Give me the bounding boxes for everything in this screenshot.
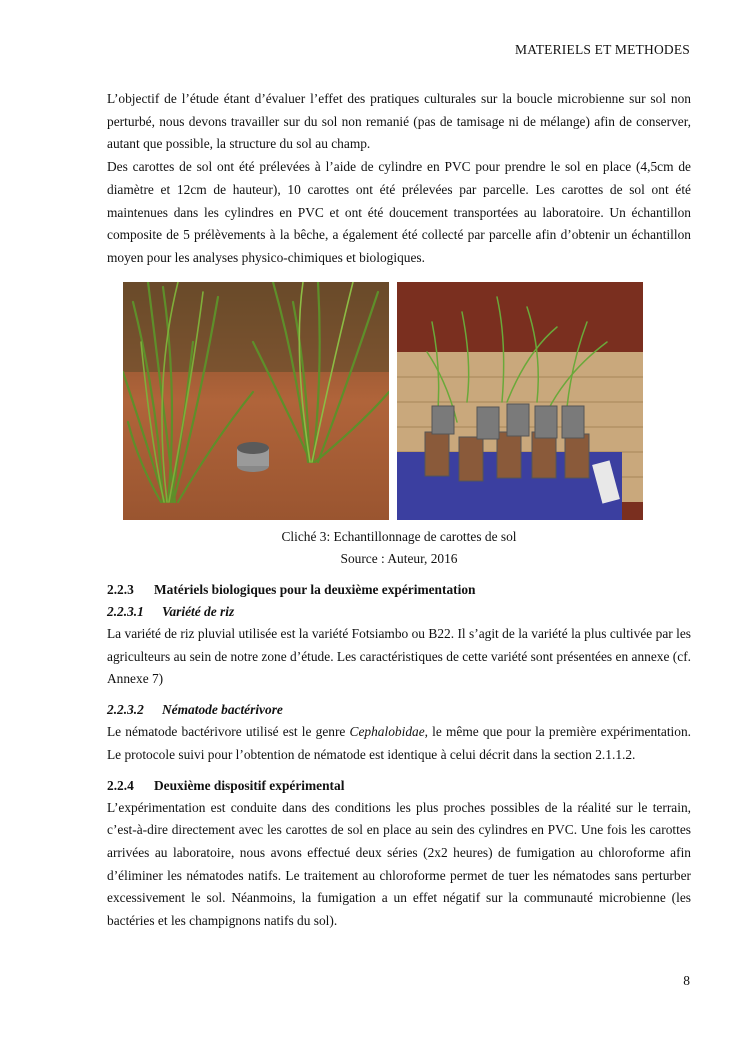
page-number: 8: [683, 973, 690, 988]
intro-paragraph-2: Des carottes de sol ont été prélevées à l’aide de cylindre en PVC pour prendre le sol en place (4,5cm de diamètre et 12cm de hauteur), 10 carottes ont été prélevées par parcelle. Les carottes de sol ont été maintenues dans les cylindres en PVC et ont été doucement transportées au laboratoire. Un échantillon composite de 5 prélèvements à la bêche, a également été collecté par parcelle afin d’obtenir un échantillon moyen pour les analyses physico-chimiques et biologiques.: [107, 159, 691, 265]
subsection-title: Variété de riz: [162, 604, 235, 620]
genus-name: Cephalobidae: [349, 724, 425, 740]
section-number: 2.2.3: [107, 582, 134, 598]
subsection-number: 2.2.3.2: [107, 702, 144, 718]
rice-variety-paragraph: La variété de riz pluvial utilisée est la variété Fotsiambo ou B22. Il s’agit de la variété la plus cultivée par les agriculteurs au sein de notre zone d’étude. Les caractéristiques de cette variété sont présentées en annexe (cf. Annexe 7): [107, 626, 691, 687]
nematode-paragraph: Le nématode bactérivore utilisé est le genre Cephalobidae, le même que pour la première expérimentation. Le protocole suivi pour l’obtention de nématode est identique à celui décrit dans la section 2.1.1.2.: [107, 724, 691, 762]
running-header: MATERIELS ET METHODES: [515, 42, 690, 57]
figure-soil-cores: [107, 280, 691, 520]
subsection-heading-2-2-3-1: [107, 601, 691, 623]
subsection-title: Nématode bactérivore: [162, 702, 283, 718]
page-body: [107, 88, 691, 933]
subsection-heading-2-2-3-2: [107, 699, 691, 721]
section-number: 2.2.4: [107, 777, 134, 793]
experimental-setup-paragraph: L’expérimentation est conduite dans des conditions les plus proches possibles de la réalité sur le terrain, c’est-à-dire directement avec les carottes de sol en place au sein des cylindres en PVC. Une fois les carottes arrivées au laboratoire, nous avons effectué deux séries (2x2 heures) de fumigation au chloroforme afin d’éliminer les nématodes natifs. Le traitement au chloroforme permet de tuer les nématodes sans perturber excessivement le sol. Néanmoins, la fumigation a un effet négatif sur la communauté microbienne (les bactéries et les champignons natifs du sol).: [107, 799, 691, 929]
intro-paragraph-1: L’objectif de l’étude étant d’évaluer l’effet des pratiques culturales sur la boucle microbienne sur sol non perturbé, nous devons travailler sur du sol non remanié (pas de tamisage ni de mélange) afin de conserver, autant que possible, la structure du sol au champ.: [107, 91, 691, 152]
subsection-number: 2.2.3.1: [107, 604, 144, 620]
photo-pvc-cylinders: [397, 282, 643, 520]
section-title: Matériels biologiques pour la deuxième expérimentation: [154, 582, 476, 598]
photo-rice-field: [123, 282, 389, 520]
section-heading-2-2-3: [107, 579, 691, 601]
figure-caption: Cliché 3: Echantillonnage de carottes de sol: [281, 528, 517, 544]
figure-source: Source : Auteur, 2016: [340, 551, 458, 567]
section-title: Deuxième dispositif expérimental: [154, 777, 345, 793]
section-heading-2-2-4: [107, 775, 691, 797]
